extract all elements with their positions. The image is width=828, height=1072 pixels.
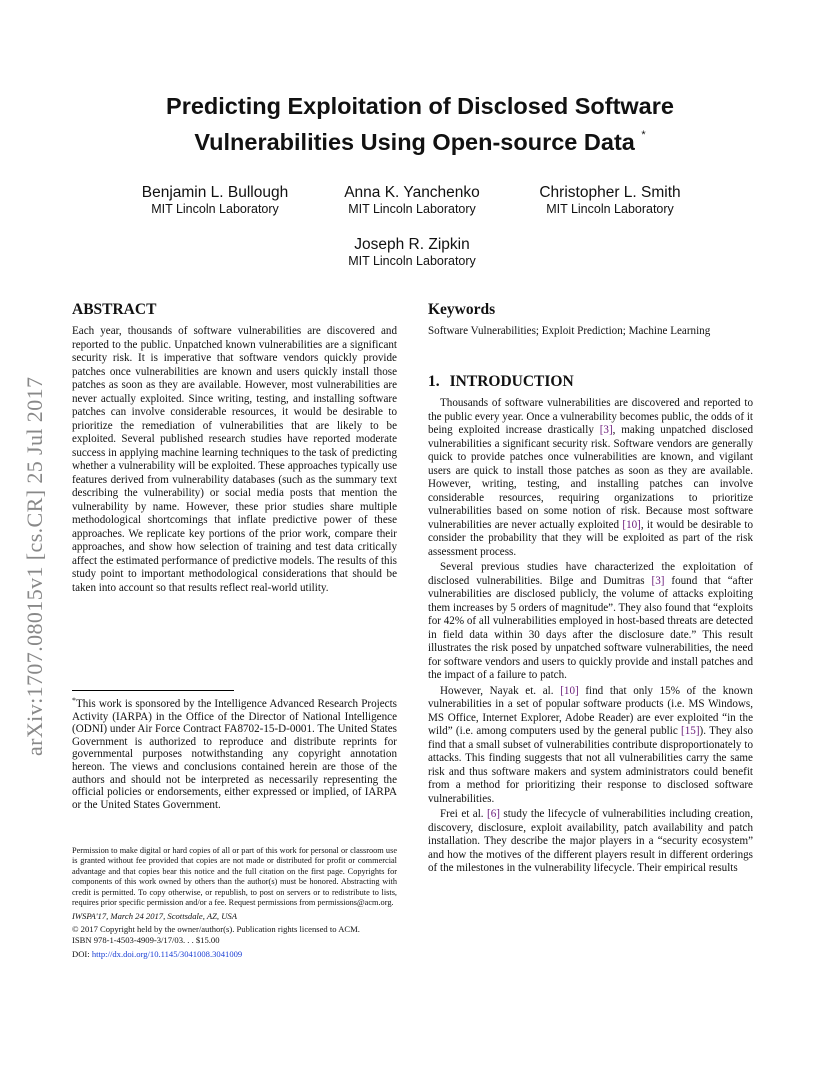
- author-name: Joseph R. Zipkin: [354, 236, 470, 253]
- introduction-section: [428, 373, 753, 876]
- keywords-text: Software Vulnerabilities; Exploit Prediction; Machine Learning: [428, 325, 711, 337]
- author-name: Benjamin L. Bullough: [141, 184, 289, 201]
- author-affiliation: MIT Lincoln Laboratory: [348, 254, 476, 268]
- citation-link[interactable]: [10]: [560, 684, 579, 697]
- citation-link[interactable]: [15]: [681, 725, 700, 737]
- permission-text: Permission to make digital or hard copies of all or part of this work for personal or classroom use is granted without fee provided that copies are not made or distributed for profit or commercial advantage and that copies bear this notice and the full citation on the first page. Copyrights for components of this work owned by others than the author(s) must be honored. Abstracting with credit is permitted. To copy otherwise, or republish, to post on servers or to redistribute to lists, requires prior specific permission and/or a fee. Request permissions from permissions@acm.org.: [72, 846, 397, 908]
- sponsor-footnote: [72, 690, 397, 811]
- footnote-rule: [72, 690, 234, 691]
- arxiv-identifier-stamp: arXiv:1707.08015v1 [cs.CR] 25 Jul 2017: [22, 376, 47, 756]
- author-name: Anna K. Yanchenko: [344, 184, 480, 201]
- keywords-heading: Keywords: [428, 301, 496, 318]
- introduction-heading: 1. INTRODUCTION: [428, 373, 574, 390]
- doi-link[interactable]: http://dx.doi.org/10.1145/3041008.3041009: [91, 949, 243, 960]
- intro-paragraph-4: Frei et al. [6] study the lifecycle of vulnerabilities including creation, discovery, disclosure, exploit availability, patch availability and patch installation. They describe the major players in a “security ecosystem” and how the motives of the different players result in different orderings of the milestones in the vulnerability lifecycle. Their empirical results: [428, 808, 753, 874]
- intro-paragraph-1: Thousands of software vulnerabilities are discovered and reported to the public every year. Once a vulnerability becomes public, the odds of it being exploited increase drastically [3], making unpatched disclosed vulnerabilities a significant security risk. Software vendors are generally quick to provide patches once vulnerabilities are known, and vigilant users are quick to install those patches as soon as they are available. However, writing, testing, and installing patches can involve considerable resources, requiring organizations to prioritize vulnerabilities based on some notion of risk. Because most software vulnerabilities are never actually exploited [10], it would be desirable to consider the probability that they will be exploited as part of the risk assessment process.: [428, 397, 754, 558]
- author-affiliation: MIT Lincoln Laboratory: [546, 202, 674, 216]
- doi-label: DOI:: [72, 949, 92, 960]
- intro-paragraph-3: However, Nayak et. al. [10] find that only 15% of the known vulnerabilities in a set of popular software products (i.e. MS Windows, MS Office, Internet Explorer, Adobe Reader) are ever exploited “in the wild” (i.e. among computers used by the general public [15]). They also find that a small subset of vulnerabilities contribute disproportionately to attacks. This finding suggests that not all vulnerabilities carry the same risk and thus software makers and system administrators could benefit from a method for prioritizing their response to disclosed software vulnerabilities.: [428, 684, 753, 805]
- abstract-heading: ABSTRACT: [72, 301, 157, 318]
- isbn-line: ISBN 978-1-4503-4909-3/17/03. . . $15.00: [72, 935, 220, 946]
- keywords-section: [428, 301, 753, 339]
- abstract-section: [72, 301, 397, 595]
- paper-title: [60, 92, 780, 157]
- footnote-text: This work is sponsored by the Intelligence Advanced Research Projects Activity (IARPA) in the Office of the Director of National Intelligence (ODNI) under Air Force Contract FA8702-15-D-0001. The United States Government is authorized to reproduce and distribute reprints for governmental purposes notwithstanding any copyright annotation hereon. The views and conclusions contained herein are those of the authors and should not be interpreted as necessarily representing the official policies or endorsements, either expressed or implied, of IARPA or the United States Government.: [72, 698, 397, 811]
- title-footnote-mark: *: [641, 129, 646, 141]
- author-affiliation: MIT Lincoln Laboratory: [348, 202, 476, 216]
- intro-paragraph-2: Several previous studies have characterized the exploitation of disclosed vulnerabilities. Bilge and Dumitras [3] found that “after vulnerabilities are disclosed publicly, the volume of attacks exploiting them increases by 5 orders of magnitude”. They also found that “exploits for 42% of all vulnerabilities employed in host-based threats are detected in field data within 30 days after the disclosure date.” This result illustrates the risk posed by unpatched software vulnerabilities, the need for software vendors and users to quickly provide and install patches and the impact of a failure to patch.: [428, 561, 753, 681]
- citation-link[interactable]: [3]: [599, 424, 613, 436]
- author-4: [292, 236, 532, 269]
- title-line-2: Vulnerabilities Using Open-source Data *: [194, 129, 646, 155]
- author-name: Christopher L. Smith: [539, 184, 681, 201]
- author-3: [490, 184, 730, 217]
- permission-block: [72, 846, 397, 960]
- copyright-line: © 2017 Copyright held by the owner/author(s). Publication rights licensed to ACM.: [72, 924, 360, 935]
- conference-line: IWSPA'17, March 24 2017, Scottsdale, AZ, USA: [72, 911, 237, 922]
- abstract-text: Each year, thousands of software vulnerabilities are discovered and reported to the public. Unpatched known vulnerabilities are a significant security risk. It is imperative that software vendors quickly provide patches once vulnerabilities are known and users quickly install those patches as soon as they are available. However, most vulnerabilities are never actually exploited. Since writing, testing, and installing software patches can involve considerable resources, it would be desirable to prioritize the remediation of vulnerabilities that are likely to be exploited. Several published research studies have reported moderate success in applying machine learning techniques to the task of predicting whether a vulnerability will be exploited. These approaches typically use features derived from vulnerability databases (such as the summary text describing the vulnerability) or social media posts that mention the vulnerability by name. However, these prior studies share multiple methodological shortcomings that inflate predictive power of these approaches. We replicate key portions of the prior work, compare their approaches, and show how selection of training and test data critically affect the estimated performance of predictive models. The results of this study point to important methodological considerations that should be taken into account so that results reflect real-world utility.: [72, 325, 397, 594]
- author-affiliation: MIT Lincoln Laboratory: [151, 202, 279, 216]
- doi-line: [72, 949, 397, 960]
- citation-link[interactable]: [3]: [651, 574, 665, 587]
- citation-link[interactable]: [10]: [622, 518, 641, 531]
- citation-link[interactable]: [6]: [487, 808, 500, 820]
- footnote-mark: *: [72, 696, 76, 705]
- title-line-1: Predicting Exploitation of Disclosed Software: [166, 93, 674, 119]
